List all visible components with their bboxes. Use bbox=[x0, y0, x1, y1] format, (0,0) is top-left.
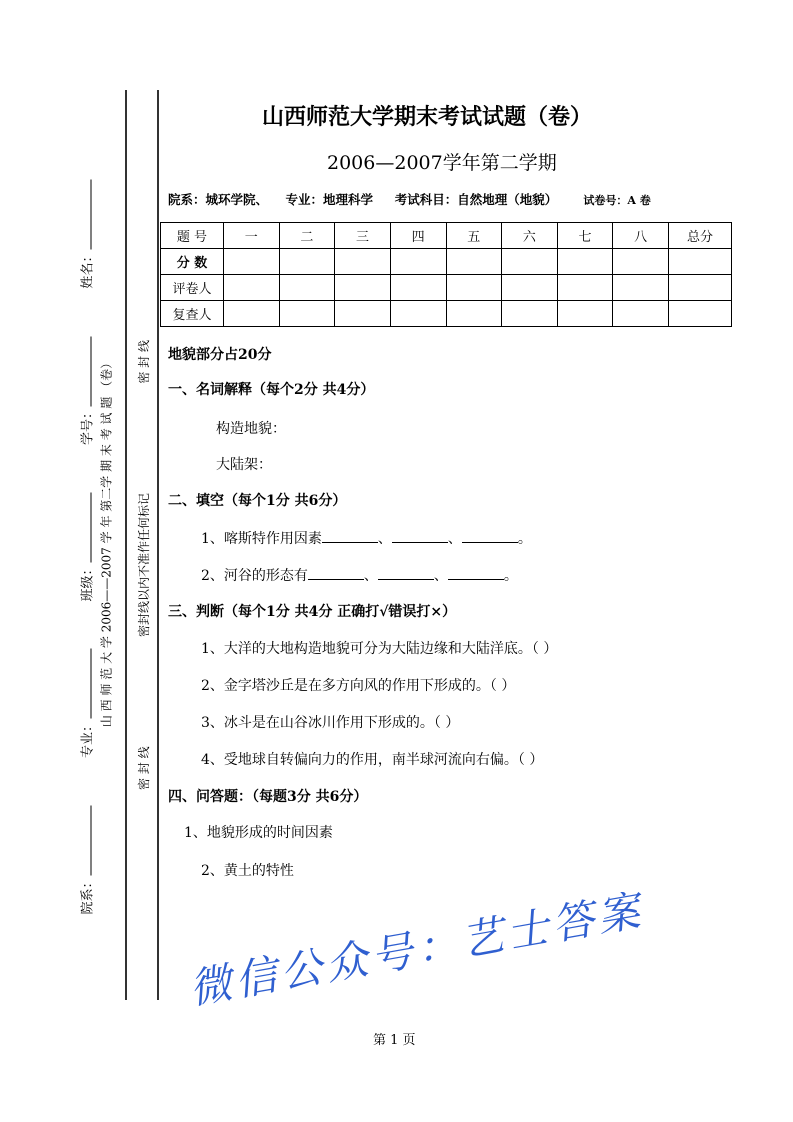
question-item: 大陆架： bbox=[216, 457, 272, 473]
margin-line-outer bbox=[125, 90, 127, 1000]
score-cell[interactable] bbox=[335, 275, 391, 301]
answer-blank[interactable] bbox=[378, 567, 434, 580]
score-cell[interactable] bbox=[335, 249, 391, 275]
table-header-cell: 五 bbox=[446, 223, 502, 249]
answer-blank[interactable] bbox=[462, 530, 518, 543]
field-id: 学号： bbox=[80, 406, 95, 446]
field-class: 班级： bbox=[80, 562, 95, 602]
id-blank[interactable] bbox=[78, 336, 91, 406]
score-cell[interactable] bbox=[224, 275, 280, 301]
exam-line-text: 山 西 师 范 大 学 2006——2007 学 年 第二学 期 末 考 试 题 （卷） bbox=[99, 356, 113, 728]
question-text: 2、河谷的形态有 bbox=[201, 568, 308, 584]
class-blank[interactable] bbox=[78, 493, 91, 563]
page-subtitle: 2006—2007学年第二学期 bbox=[327, 152, 557, 174]
score-cell[interactable] bbox=[446, 275, 502, 301]
score-cell[interactable] bbox=[390, 249, 446, 275]
answer-blank[interactable] bbox=[392, 530, 448, 543]
dept-blank[interactable] bbox=[78, 805, 91, 875]
score-cell[interactable] bbox=[446, 249, 502, 275]
info-dept: 院系：城环学院、 bbox=[168, 192, 269, 207]
name-blank[interactable] bbox=[78, 180, 91, 250]
question-item: 4、受地球自转偏向力的作用，南半球河流向右偏。（ ） bbox=[201, 752, 544, 768]
watermark: 微信公众号：艺士答案 bbox=[185, 885, 648, 1014]
table-header-cell: 题 号 bbox=[161, 223, 224, 249]
row-label: 复查人 bbox=[161, 301, 224, 327]
question-item: 3、冰斗是在山谷冰川作用下形成的。（ ） bbox=[201, 715, 460, 731]
question-item: 2、黄土的特性 bbox=[201, 863, 294, 879]
score-cell[interactable] bbox=[669, 249, 732, 275]
period: 。 bbox=[503, 568, 518, 584]
score-cell[interactable] bbox=[557, 275, 613, 301]
table-header-row bbox=[161, 223, 732, 249]
table-header-cell: 一 bbox=[224, 223, 280, 249]
separator: 、 bbox=[377, 531, 392, 547]
section-4-heading: 四、问答题：（每题3分 共6分） bbox=[168, 789, 368, 805]
score-cell[interactable] bbox=[502, 275, 558, 301]
question-item: 1、大洋的大地构造地貌可分为大陆边缘和大陆洋底。（ ） bbox=[201, 641, 558, 657]
question-item bbox=[201, 528, 532, 548]
score-cell[interactable] bbox=[335, 301, 391, 327]
separator: 、 bbox=[447, 531, 462, 547]
seal-line-text bbox=[133, 340, 153, 790]
seal-notice: 密封线以内不准作任何标记 bbox=[136, 493, 151, 638]
score-cell[interactable] bbox=[224, 249, 280, 275]
page-title: 山西师范大学期末考试试题（卷） bbox=[262, 104, 593, 130]
answer-blank[interactable] bbox=[322, 530, 378, 543]
section-3-heading: 三、判断（每个1分 共4分 正确打√错误打×） bbox=[168, 604, 457, 620]
score-cell[interactable] bbox=[390, 301, 446, 327]
question-item: 构造地貌： bbox=[216, 421, 286, 437]
field-dept: 院系： bbox=[80, 875, 95, 915]
score-cell[interactable] bbox=[613, 275, 669, 301]
table-header-cell: 四 bbox=[390, 223, 446, 249]
score-cell[interactable] bbox=[613, 301, 669, 327]
score-cell[interactable] bbox=[613, 249, 669, 275]
score-cell[interactable] bbox=[224, 301, 280, 327]
table-header-cell: 七 bbox=[557, 223, 613, 249]
answer-blank[interactable] bbox=[448, 567, 504, 580]
score-cell[interactable] bbox=[669, 275, 732, 301]
question-item: 1、地貌形成的时间因素 bbox=[184, 825, 333, 841]
field-name: 姓名： bbox=[80, 249, 95, 289]
margin-line-inner bbox=[157, 90, 159, 1000]
question-item bbox=[201, 565, 518, 585]
seal-label: 密 封 线 bbox=[136, 746, 151, 790]
score-cell[interactable] bbox=[557, 301, 613, 327]
score-table bbox=[160, 222, 732, 327]
info-subject: 考试科目：自然地理（地貌） bbox=[394, 192, 558, 207]
student-info-fields bbox=[76, 180, 96, 915]
table-header-cell: 总分 bbox=[669, 223, 732, 249]
score-cell[interactable] bbox=[390, 275, 446, 301]
separator: 、 bbox=[363, 568, 378, 584]
table-header-cell: 八 bbox=[613, 223, 669, 249]
question-item: 2、金字塔沙丘是在多方向风的作用下形成的。（ ） bbox=[201, 678, 516, 694]
row-label: 分 数 bbox=[161, 249, 224, 275]
score-cell[interactable] bbox=[502, 249, 558, 275]
part-heading: 地貌部分占20分 bbox=[168, 347, 272, 363]
table-header-cell: 二 bbox=[279, 223, 335, 249]
score-cell[interactable] bbox=[279, 275, 335, 301]
score-cell[interactable] bbox=[279, 249, 335, 275]
info-major: 专业：地理科学 bbox=[285, 192, 373, 207]
page-number: 第 1 页 bbox=[373, 1033, 416, 1048]
period: 。 bbox=[517, 531, 532, 547]
row-label: 评卷人 bbox=[161, 275, 224, 301]
section-2-heading: 二、填空（每个1分 共6分） bbox=[168, 493, 347, 509]
score-cell[interactable] bbox=[279, 301, 335, 327]
seal-label: 密 封 线 bbox=[136, 340, 151, 384]
separator: 、 bbox=[433, 568, 448, 584]
score-cell[interactable] bbox=[557, 249, 613, 275]
score-cell[interactable] bbox=[446, 301, 502, 327]
exam-line-vertical bbox=[96, 300, 116, 785]
table-header-cell: 六 bbox=[502, 223, 558, 249]
section-1-heading: 一、名词解释（每个2分 共4分） bbox=[168, 382, 375, 398]
table-row bbox=[161, 249, 732, 275]
score-cell[interactable] bbox=[502, 301, 558, 327]
exam-info bbox=[168, 190, 651, 208]
question-text: 1、喀斯特作用因素 bbox=[201, 531, 322, 547]
field-major: 专业： bbox=[80, 719, 95, 759]
table-header-cell: 三 bbox=[335, 223, 391, 249]
score-cell[interactable] bbox=[669, 301, 732, 327]
major-blank[interactable] bbox=[78, 649, 91, 719]
table-row bbox=[161, 301, 732, 327]
table-row bbox=[161, 275, 732, 301]
info-paper: 试卷号：A 卷 bbox=[583, 194, 651, 207]
answer-blank[interactable] bbox=[308, 567, 364, 580]
